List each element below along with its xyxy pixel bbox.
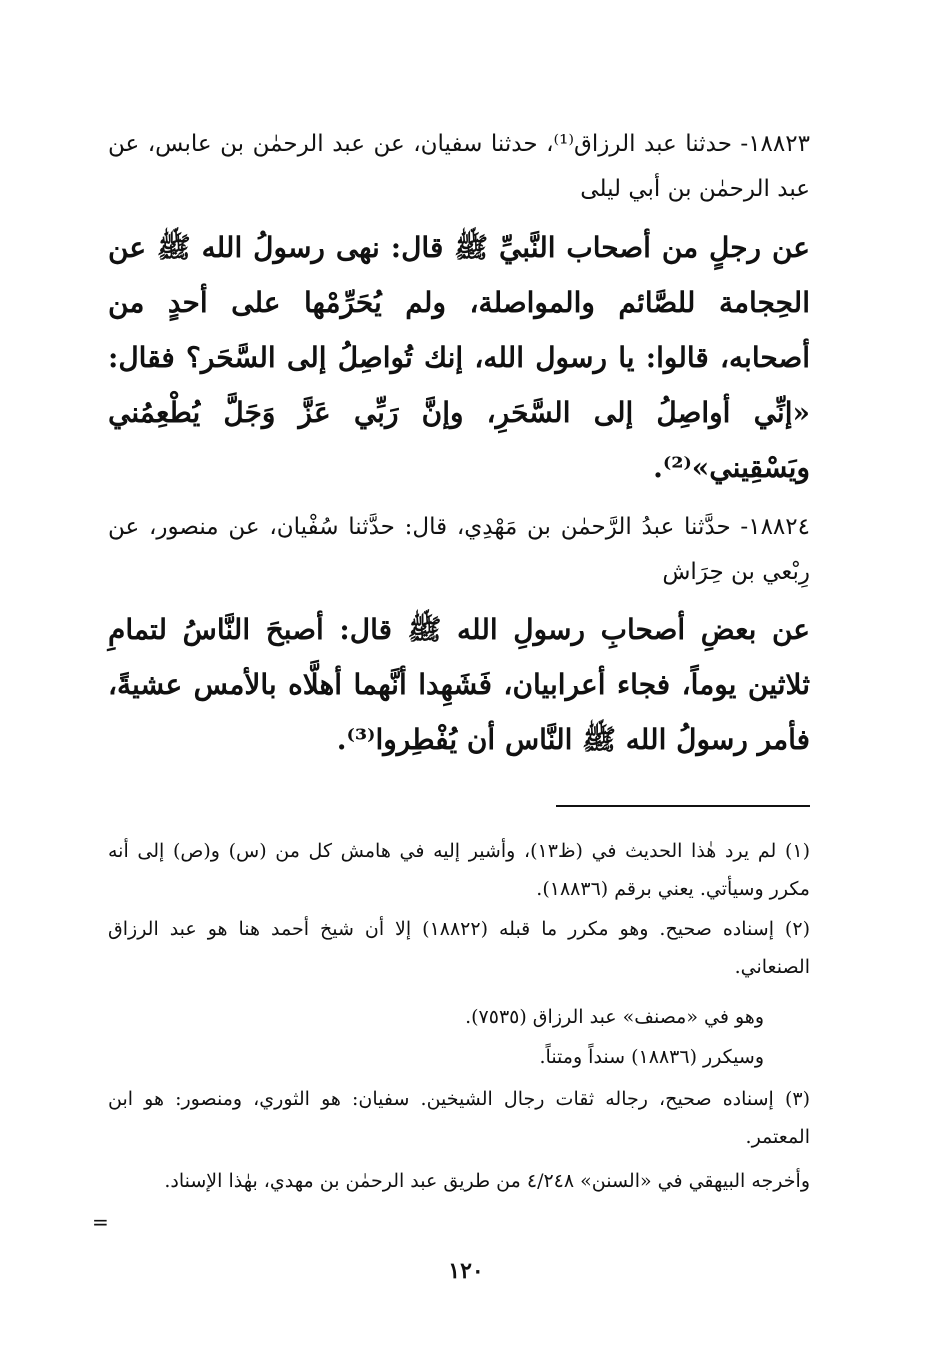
- footnote-separator: [556, 805, 810, 807]
- hadith-18824-isnad: ١٨٨٢٤- حدَّثنا عبدُ الرَّحمٰن بن مَهْدِي، قال: حدَّثنا سُفْيان، عن منصور، عن رِبْعي بن حِرَاش: [108, 514, 810, 585]
- hadith-18823-matn: عن رجلٍ من أصحاب النَّبيِّ ﷺ قال: نهى رسولُ الله ﷺ عن الحِجامة للصَّائم والمواصلة، ولم يُحَرِّمْها على أحدٍ من أصحابه، قالوا: يا رسول الله، إنك تُواصِلُ إلى السَّحَر؟ فقال: «إنِّي أواصِلُ إلى السَّحَرِ، وإنَّ رَبِّي عَزَّ وَجَلَّ يُطْعِمُني ويَسْقِيني»⁽²⁾.: [108, 231, 810, 484]
- footnote-2: (٢) إسناده صحيح. وهو مكرر ما قبله (١٨٨٢٢) إلا أن شيخ أحمد هنا هو عبد الرزاق الصنعاني.: [108, 918, 810, 978]
- continuation-mark: =: [92, 1210, 109, 1234]
- footnote-2-continuation-1: وهو في «مصنف» عبد الرزاق (٧٥٣٥).: [465, 1006, 764, 1028]
- footnote-2-continuation-2: وسيكرر (١٨٨٣٦) سنداً ومتناً.: [539, 1046, 764, 1068]
- footnote-3: (٣) إسناده صحيح، رجاله ثقات رجال الشيخين. سفيان: هو الثوري، ومنصور: هو ابن المعتمر.: [108, 1088, 810, 1148]
- page-number: ١٢٠: [448, 1258, 484, 1284]
- hadith-18823-isnad: ١٨٨٢٣- حدثنا عبد الرزاق⁽¹⁾، حدثنا سفيان، عن عبد الرحمٰن بن عابس، عن عبد الرحمٰن بن أبي ليلى: [108, 131, 810, 202]
- footnote-1: (١) لم يرد هٰذا الحديث في (ظ١٣)، وأشير إليه في هامش كل من (س) و(ص) إلى أنه مكرر وسيأتي. يعني برقم (١٨٨٣٦).: [108, 840, 810, 900]
- hadith-18824-matn: عن بعضِ أصحابِ رسولِ الله ﷺ قال: أصبحَ النَّاسُ لتمامِ ثلاثين يوماً، فجاء أعرابيان، فَشَهِدا أنَّهما أهلَّاه بالأمس عشيةً، فأمر رسولُ الله ﷺ النَّاس أن يُفْطِروا⁽³⁾.: [108, 613, 810, 756]
- footnote-3-continuation: وأخرجه البيهقي في «السنن» ٤/٢٤٨ من طريق عبد الرحمٰن بن مهدي، بهٰذا الإسناد.: [164, 1170, 810, 1192]
